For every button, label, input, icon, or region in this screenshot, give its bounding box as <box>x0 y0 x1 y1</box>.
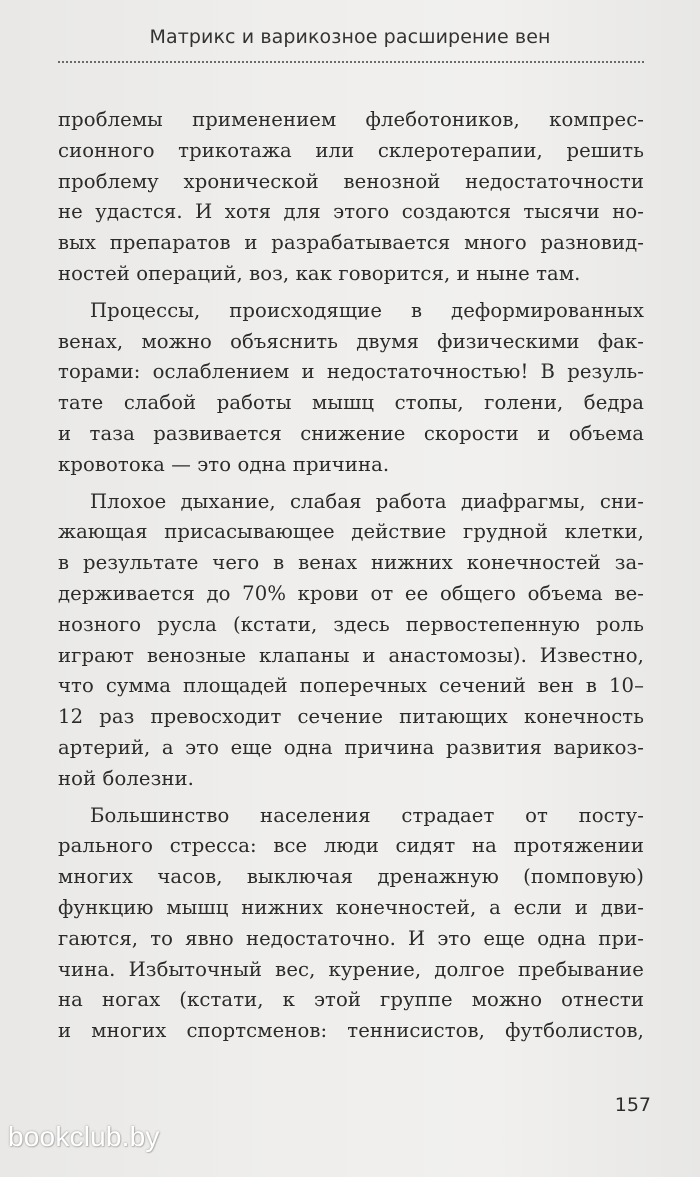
paragraph-4 <box>58 801 644 1047</box>
text-line: тате слабой работы мышц стопы, голени, бедра <box>58 391 644 415</box>
text-line: на ногах (кстати, к этой группе можно отнести <box>58 988 644 1012</box>
text-line: торами: ослаблением и недостаточностью! В резуль- <box>58 360 644 384</box>
text-line: ной болезни. <box>58 766 195 790</box>
text-line: многих часов, выключая дренажную (помповую) <box>58 865 644 889</box>
text-line: чина. Избыточный вес, курение, долгое пребывание <box>58 957 644 981</box>
watermark-text: bookclub.by <box>8 1121 160 1152</box>
text-line: проблему хронической венозной недостаточности <box>58 169 644 193</box>
paragraph-1 <box>58 105 644 290</box>
text-line: сионного трикотажа или склеротерапии, решить <box>58 138 644 162</box>
text-line: в результате чего в венах нижних конечностей за- <box>58 551 644 575</box>
text-line: Большинство населения страдает от посту- <box>90 803 644 827</box>
text-line: гаются, то явно недостаточно. И это еще одна при- <box>58 926 644 950</box>
text-line: венах, можно объяснить двумя физическими фак- <box>58 329 644 353</box>
body-text <box>58 105 644 1047</box>
text-line: функцию мышц нижних конечностей, а если и дви- <box>58 895 644 919</box>
text-line: рального стресса: все люди сидят на протяжении <box>58 834 644 858</box>
page-number: 157 <box>614 1094 651 1116</box>
text-line: ностей операций, воз, как говорится, и ныне там. <box>58 261 581 285</box>
text-line: Процессы, происходящие в деформированных <box>90 298 644 322</box>
text-line: артерий, а это еще одна причина развития варикоз- <box>58 735 644 759</box>
text-line: что сумма площадей поперечных сечений вен в 10– <box>58 674 644 698</box>
text-line: играют венозные клапаны и анастомозы). Известно, <box>58 643 644 667</box>
text-line: вых препаратов и разрабатывается много разновид- <box>58 231 644 255</box>
paragraph-3 <box>58 487 644 795</box>
header-dotted-rule <box>58 61 644 63</box>
text-line: 12 раз превосходит сечение питающих конечность <box>58 705 644 729</box>
text-line: нозного русла (кстати, здесь первостепенную роль <box>58 612 644 636</box>
text-line: кровотока — это одна причина. <box>58 452 390 476</box>
text-line: проблемы применением флеботоников, компрес- <box>58 108 644 131</box>
text-line: Плохое дыхание, слабая работа диафрагмы, сни- <box>90 489 644 513</box>
text-line: и таза развивается снижение скорости и объема <box>58 421 644 445</box>
running-head-title: Матрикс и варикозное расширение вен <box>149 26 551 48</box>
text-line: и многих спортсменов: теннисистов, футболистов, <box>58 1019 644 1043</box>
text-line: не удастся. И хотя для этого создаются тысячи но- <box>58 200 644 224</box>
paragraph-2 <box>58 296 644 481</box>
text-line: жающая присасывающее действие грудной клетки, <box>58 520 644 544</box>
text-line: держивается до 70% крови от ее общего объема ве- <box>58 581 644 605</box>
